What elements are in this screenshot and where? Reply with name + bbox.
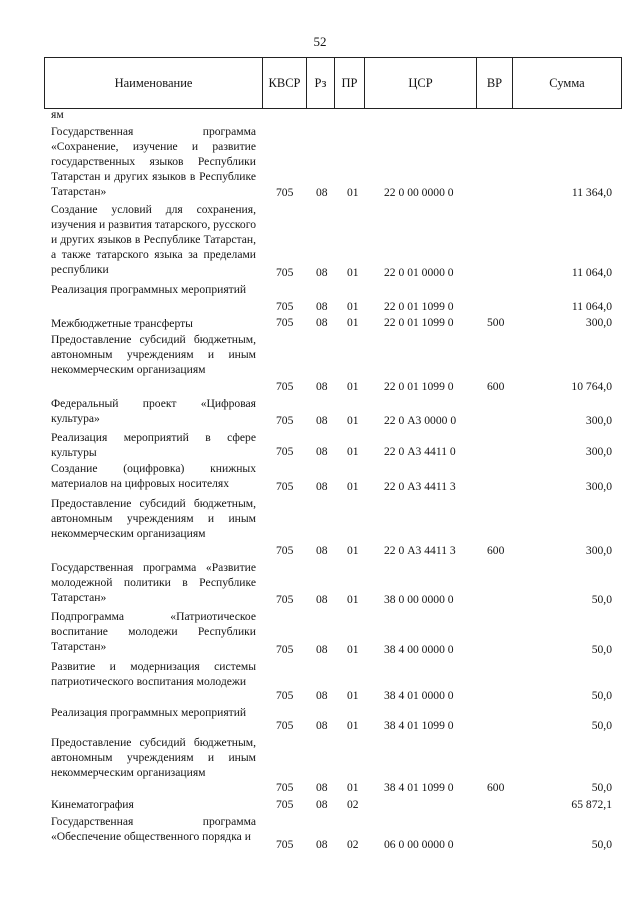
row-kvsr: 705	[276, 838, 294, 851]
row-name: Реализация мероприятий в сфере культуры	[51, 431, 256, 459]
table-row	[0, 202, 640, 282]
row-sum: 11 364,0	[571, 186, 612, 199]
row-pr: 01	[347, 689, 359, 702]
row-rz: 08	[316, 689, 328, 702]
row-sum: 50,0	[591, 719, 612, 732]
row-name: Развитие и модернизация системы патриотического воспитания молодежи	[51, 660, 256, 688]
row-kvsr: 705	[276, 544, 294, 557]
row-rz: 08	[316, 316, 328, 329]
row-name: ям	[51, 108, 64, 121]
row-pr: 01	[347, 380, 359, 393]
row-csr: 06 0 00 0000 0	[384, 838, 454, 851]
row-name: Предоставление субсидий бюджетным, автономным учреждениям и иным некоммерческим организациям	[51, 497, 256, 540]
row-rz: 08	[316, 300, 328, 313]
row-kvsr: 705	[276, 798, 294, 811]
row-pr: 01	[347, 544, 359, 557]
row-csr: 38 4 01 0000 0	[384, 689, 454, 702]
row-kvsr: 705	[276, 266, 294, 279]
page-number: 52	[313, 34, 327, 49]
row-pr: 01	[347, 414, 359, 427]
row-rz: 08	[316, 719, 328, 732]
row-sum: 65 872,1	[571, 798, 612, 811]
table-row	[0, 705, 640, 735]
row-sum: 50,0	[591, 838, 612, 851]
header-name: Наименование	[45, 58, 263, 108]
table-row	[0, 797, 640, 814]
row-sum: 50,0	[591, 593, 612, 606]
row-rz: 08	[316, 380, 328, 393]
row-kvsr: 705	[276, 719, 294, 732]
row-pr: 01	[347, 445, 359, 458]
row-name: Создание условий для сохранения, изучения и развития татарского, русского и других языков в Республике Татарстан, а также татарского языка за пределами республики	[51, 203, 256, 276]
table-row	[0, 609, 640, 659]
row-kvsr: 705	[276, 380, 294, 393]
row-sum: 11 064,0	[571, 300, 612, 313]
row-pr: 01	[347, 316, 359, 329]
row-name: Федеральный проект «Цифровая культура»	[51, 397, 256, 425]
row-sum: 300,0	[585, 316, 612, 329]
row-kvsr: 705	[276, 593, 294, 606]
table-row	[0, 430, 640, 461]
table-row	[0, 560, 640, 609]
row-name: Межбюджетные трансферты	[51, 317, 193, 330]
row-rz: 08	[316, 414, 328, 427]
row-kvsr: 705	[276, 445, 294, 458]
table-row	[0, 659, 640, 705]
row-sum: 50,0	[591, 781, 612, 794]
row-pr: 01	[347, 186, 359, 199]
table-row	[0, 496, 640, 560]
table-row	[0, 316, 640, 332]
row-rz: 08	[316, 838, 328, 851]
row-name: Подпрограмма «Патриотическое воспитание молодежи Республики Татарстан»	[51, 610, 256, 653]
row-kvsr: 705	[276, 781, 294, 794]
row-pr: 01	[347, 781, 359, 794]
header-kvsr: КВСР	[263, 58, 307, 108]
row-sum: 10 764,0	[571, 380, 612, 393]
row-csr: 38 4 01 1099 0	[384, 719, 454, 732]
row-sum: 300,0	[585, 414, 612, 427]
table-header	[44, 57, 622, 109]
header-csr: ЦСР	[365, 58, 477, 108]
row-kvsr: 705	[276, 316, 294, 329]
row-pr: 02	[347, 838, 359, 851]
row-name: Предоставление субсидий бюджетным, автономным учреждениям и иным некоммерческим организациям	[51, 333, 256, 376]
row-sum: 300,0	[585, 445, 612, 458]
row-rz: 08	[316, 798, 328, 811]
table-row	[0, 124, 640, 202]
row-rz: 08	[316, 266, 328, 279]
row-pr: 01	[347, 266, 359, 279]
row-rz: 08	[316, 480, 328, 493]
table-row	[0, 461, 640, 496]
table-row	[0, 396, 640, 430]
row-vr: 600	[487, 544, 505, 557]
row-csr: 22 0 00 0000 0	[384, 186, 454, 199]
row-csr: 22 0 А3 0000 0	[384, 414, 457, 427]
row-kvsr: 705	[276, 480, 294, 493]
row-csr: 38 4 01 1099 0	[384, 781, 454, 794]
row-name: Государственная программа «Развитие молодежной политики в Республике Татарстан»	[51, 561, 256, 604]
row-vr: 500	[487, 316, 505, 329]
row-rz: 08	[316, 593, 328, 606]
row-csr: 22 0 01 1099 0	[384, 380, 454, 393]
row-csr: 22 0 А3 4411 3	[384, 544, 456, 557]
row-csr: 38 0 00 0000 0	[384, 593, 454, 606]
table-row	[0, 814, 640, 854]
row-name: Создание (оцифровка) книжных материалов на цифровых носителях	[51, 462, 256, 490]
row-csr: 22 0 01 1099 0	[384, 300, 454, 313]
row-name: Предоставление субсидий бюджетным, автономным учреждениям и иным некоммерческим организациям	[51, 736, 256, 779]
row-rz: 08	[316, 781, 328, 794]
row-csr: 22 0 А3 4411 0	[384, 445, 456, 458]
row-pr: 01	[347, 300, 359, 313]
header-vr: ВР	[477, 58, 513, 108]
table-body	[0, 107, 640, 854]
row-kvsr: 705	[276, 186, 294, 199]
row-pr: 01	[347, 643, 359, 656]
row-csr: 38 4 00 0000 0	[384, 643, 454, 656]
table-row	[0, 332, 640, 396]
row-rz: 08	[316, 544, 328, 557]
row-csr: 22 0 01 0000 0	[384, 266, 454, 279]
row-pr: 01	[347, 480, 359, 493]
row-pr: 01	[347, 593, 359, 606]
row-sum: 300,0	[585, 544, 612, 557]
table-row	[0, 107, 640, 124]
row-pr: 01	[347, 719, 359, 732]
row-rz: 08	[316, 445, 328, 458]
row-name: Реализация программных мероприятий	[51, 283, 247, 296]
row-vr: 600	[487, 380, 505, 393]
row-name: Государственная программа «Сохранение, изучение и развитие государственных языков Республики Татарстан и других языков в Республике Татарстан»	[51, 125, 256, 198]
header-pr: ПР	[335, 58, 365, 108]
row-rz: 08	[316, 186, 328, 199]
row-csr: 22 0 А3 4411 3	[384, 480, 456, 493]
row-name: Реализация программных мероприятий	[51, 706, 247, 719]
row-sum: 11 064,0	[571, 266, 612, 279]
table-row	[0, 282, 640, 316]
row-pr: 02	[347, 798, 359, 811]
row-name: Кинематография	[51, 798, 134, 811]
row-sum: 300,0	[585, 480, 612, 493]
header-rz: Рз	[307, 58, 335, 108]
table-row	[0, 735, 640, 797]
row-kvsr: 705	[276, 300, 294, 313]
row-name: Государственная программа «Обеспечение общественного порядка и	[51, 815, 256, 843]
header-sum: Сумма	[549, 75, 585, 90]
row-rz: 08	[316, 643, 328, 656]
row-sum: 50,0	[591, 689, 612, 702]
row-csr: 22 0 01 1099 0	[384, 316, 454, 329]
row-kvsr: 705	[276, 643, 294, 656]
row-kvsr: 705	[276, 689, 294, 702]
row-sum: 50,0	[591, 643, 612, 656]
row-kvsr: 705	[276, 414, 294, 427]
row-vr: 600	[487, 781, 505, 794]
